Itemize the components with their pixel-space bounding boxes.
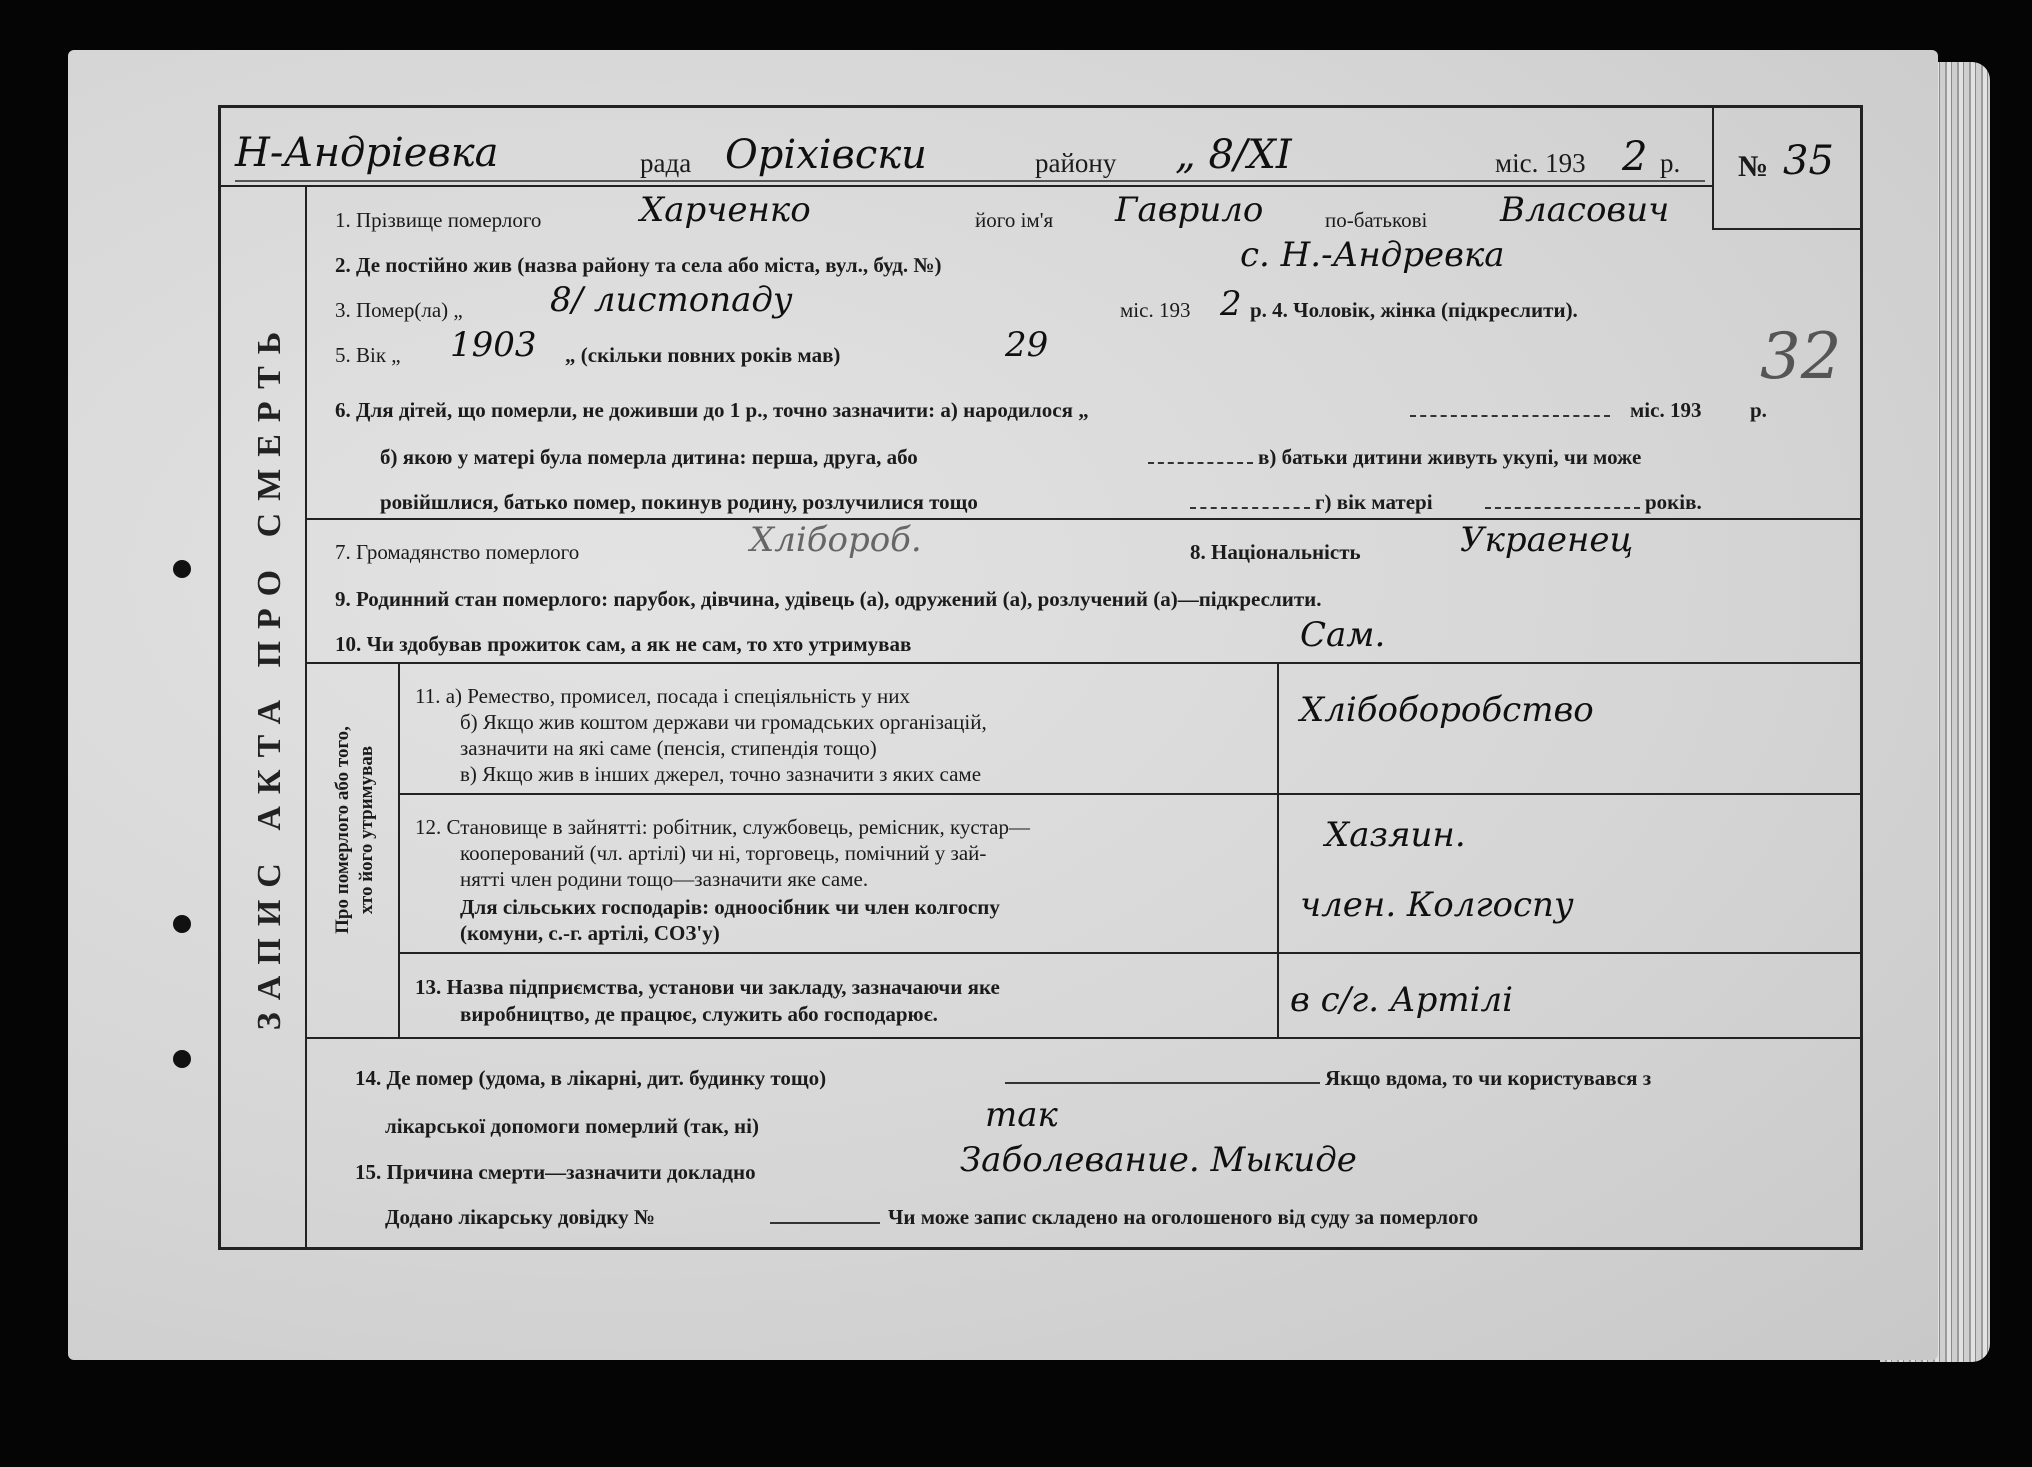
header-separator [218,185,1712,187]
row12-line5: (комуни, с.-г. артілі, СОЗ'у) [460,921,720,945]
punch-hole-3 [173,1050,191,1068]
header-year-digit: 2 [1622,134,1648,180]
row5-label: 5. Вік „ [335,343,401,367]
grid-top [305,662,1863,664]
row14-fill [1005,1082,1320,1084]
record-number-label: № [1738,150,1769,183]
row3-label: 3. Помер(ла) „ [335,298,463,322]
row11-value: Хлібоборобство [1300,690,1594,730]
row12-line3: нятті член родини тощо—зазначити яке саме. [460,867,869,891]
row7-label: 7. Громадянство померлого [335,540,580,564]
row2-value: с. Н.-Андревка [1240,235,1505,275]
row1-surname: Харченко [640,190,811,230]
row7-value: Хлібороб. [750,520,922,560]
row6-line3-c: років. [1645,490,1702,514]
header-underline [235,180,1705,182]
row10-value: Сам. [1300,615,1386,655]
row14-value: так [985,1095,1058,1135]
row12-line1: 12. Становище в зайнятті: робітник, службовець, ремісник, кустар— [415,815,1030,839]
row16-fill [770,1222,880,1224]
village-name: Н-Андріевка [235,130,499,176]
header-year-suffix: р. [1660,148,1681,178]
row6-fill-2 [1148,462,1253,464]
row9-label: 9. Родинний стан померлого: парубок, дівчина, удівець (а), одружений (а), розлучений (а)—підкреслити. [335,587,1322,611]
row16-b: Чи може запис складено на оголошеного від суду за померлого [888,1205,1479,1229]
row12-line4: Для сільських господарів: одноосібник чи член колгоспу [460,895,1000,919]
row16-label: Додано лікарську довідку № [385,1205,655,1229]
row10-label: 10. Чи здобував прожиток сам, а як не сам, то хто утримував [335,632,912,656]
row1-patronymic-label: по-батькові [1325,208,1428,232]
row15-label: 15. Причина смерти—зазначити докладно [355,1160,756,1184]
council-label: рада [640,148,692,178]
row8-value: Украенец [1460,520,1634,560]
number-box-bottom [1712,228,1863,230]
row6-fill-3 [1190,507,1310,509]
row6-fill-4 [1485,507,1640,509]
row6-fill-1 [1410,415,1610,417]
row6-line1: 6. Для дітей, що померли, не доживши до 1 р., точно зазначити: а) народилося „ [335,398,1089,422]
row8-label: 8. Національність [1190,540,1361,564]
row2-label: 2. Де постійно жив (назва району та села або міста, вул., буд. №) [335,253,942,277]
row6-line2: б) якою у матері була померла дитина: перша, друга, або [380,445,918,469]
row12-value-2: член. Колгоспу [1300,885,1574,925]
row6-line2-b: в) батьки дитини живуть укупі, чи може [1258,445,1642,469]
district-name: Оріхівски [725,132,927,178]
grid-row12-bottom [398,952,1863,954]
row1-name: Гаврило [1115,190,1264,230]
row3-mid: міс. 193 [1120,298,1191,322]
district-label: району [1035,148,1117,178]
header-date: „ 8/XI [1175,132,1292,178]
row3-end: р. 4. Чоловік, жінка (підкреслити). [1250,298,1578,322]
row1-name-label: його ім'я [975,208,1054,232]
row6-line3-b: г) вік матері [1315,490,1433,514]
grid-bottom [305,1037,1863,1039]
number-box-left [1712,105,1714,230]
record-number-value: 35 [1783,138,1834,184]
row15-value: Заболевание. Мыкиде [960,1140,1357,1180]
row11-c: в) Якщо жив в інших джерел, точно зазначити з яких саме [460,762,982,786]
row12-value-1: Хазяин. [1325,815,1466,855]
side-title: ЗАПИС АКТА ПРО СМЕРТЬ [251,319,288,1031]
row13-line1: 13. Назва підприємства, установи чи закладу, зазначаючи яке [415,975,1000,999]
row5-value: 1903 [450,325,537,365]
row1-patronymic: Власович [1500,190,1670,230]
row14-line1: 14. Де помер (удома, в лікарні, дит. будинку тощо) [355,1066,827,1090]
header-month-label: міс. 193 [1495,148,1586,178]
row12-line2: кооперований (чл. артілі) чи ні, торговець, помічний у зай- [460,841,987,865]
row5-age: 29 [1005,325,1049,365]
row11-b2: зазначити на які саме (пенсія, стипендія тощо) [460,736,877,760]
punch-hole-1 [173,560,191,578]
row11-a: 11. а) Ремество, промисел, посада і спеціяльність у них [415,684,910,708]
row1-label: 1. Прізвище померлого [335,208,542,232]
sub-side-title: Про померлого або того, хто його утримував [332,726,378,934]
row6-line3: ровійшлися, батько помер, покинув родину, розлучилися тощо [380,490,978,514]
row3-value: 8/ листопаду [550,280,793,320]
row13-value: в с/г. Артілі [1290,980,1514,1020]
margin-note: 32 [1760,320,1842,394]
grid-mid [1277,662,1279,1037]
grid-row11-bottom [398,793,1863,795]
row6-line1-r: р. [1750,398,1767,422]
row11-b: б) Якщо жив коштом держави чи громадських організацій, [460,710,987,734]
row13-line2: виробництво, де працює, служить або господарює. [460,1002,938,1026]
row6-line1-end: міс. 193 [1630,398,1702,422]
row3-year: 2 [1220,284,1242,324]
row14-line1-b: Якщо вдома, то чи користувався з [1325,1066,1652,1090]
row14-line2: лікарської допомоги померлий (так, ні) [385,1114,759,1138]
row5-mid: „ (скільки повних років мав) [565,343,841,367]
punch-hole-2 [173,915,191,933]
